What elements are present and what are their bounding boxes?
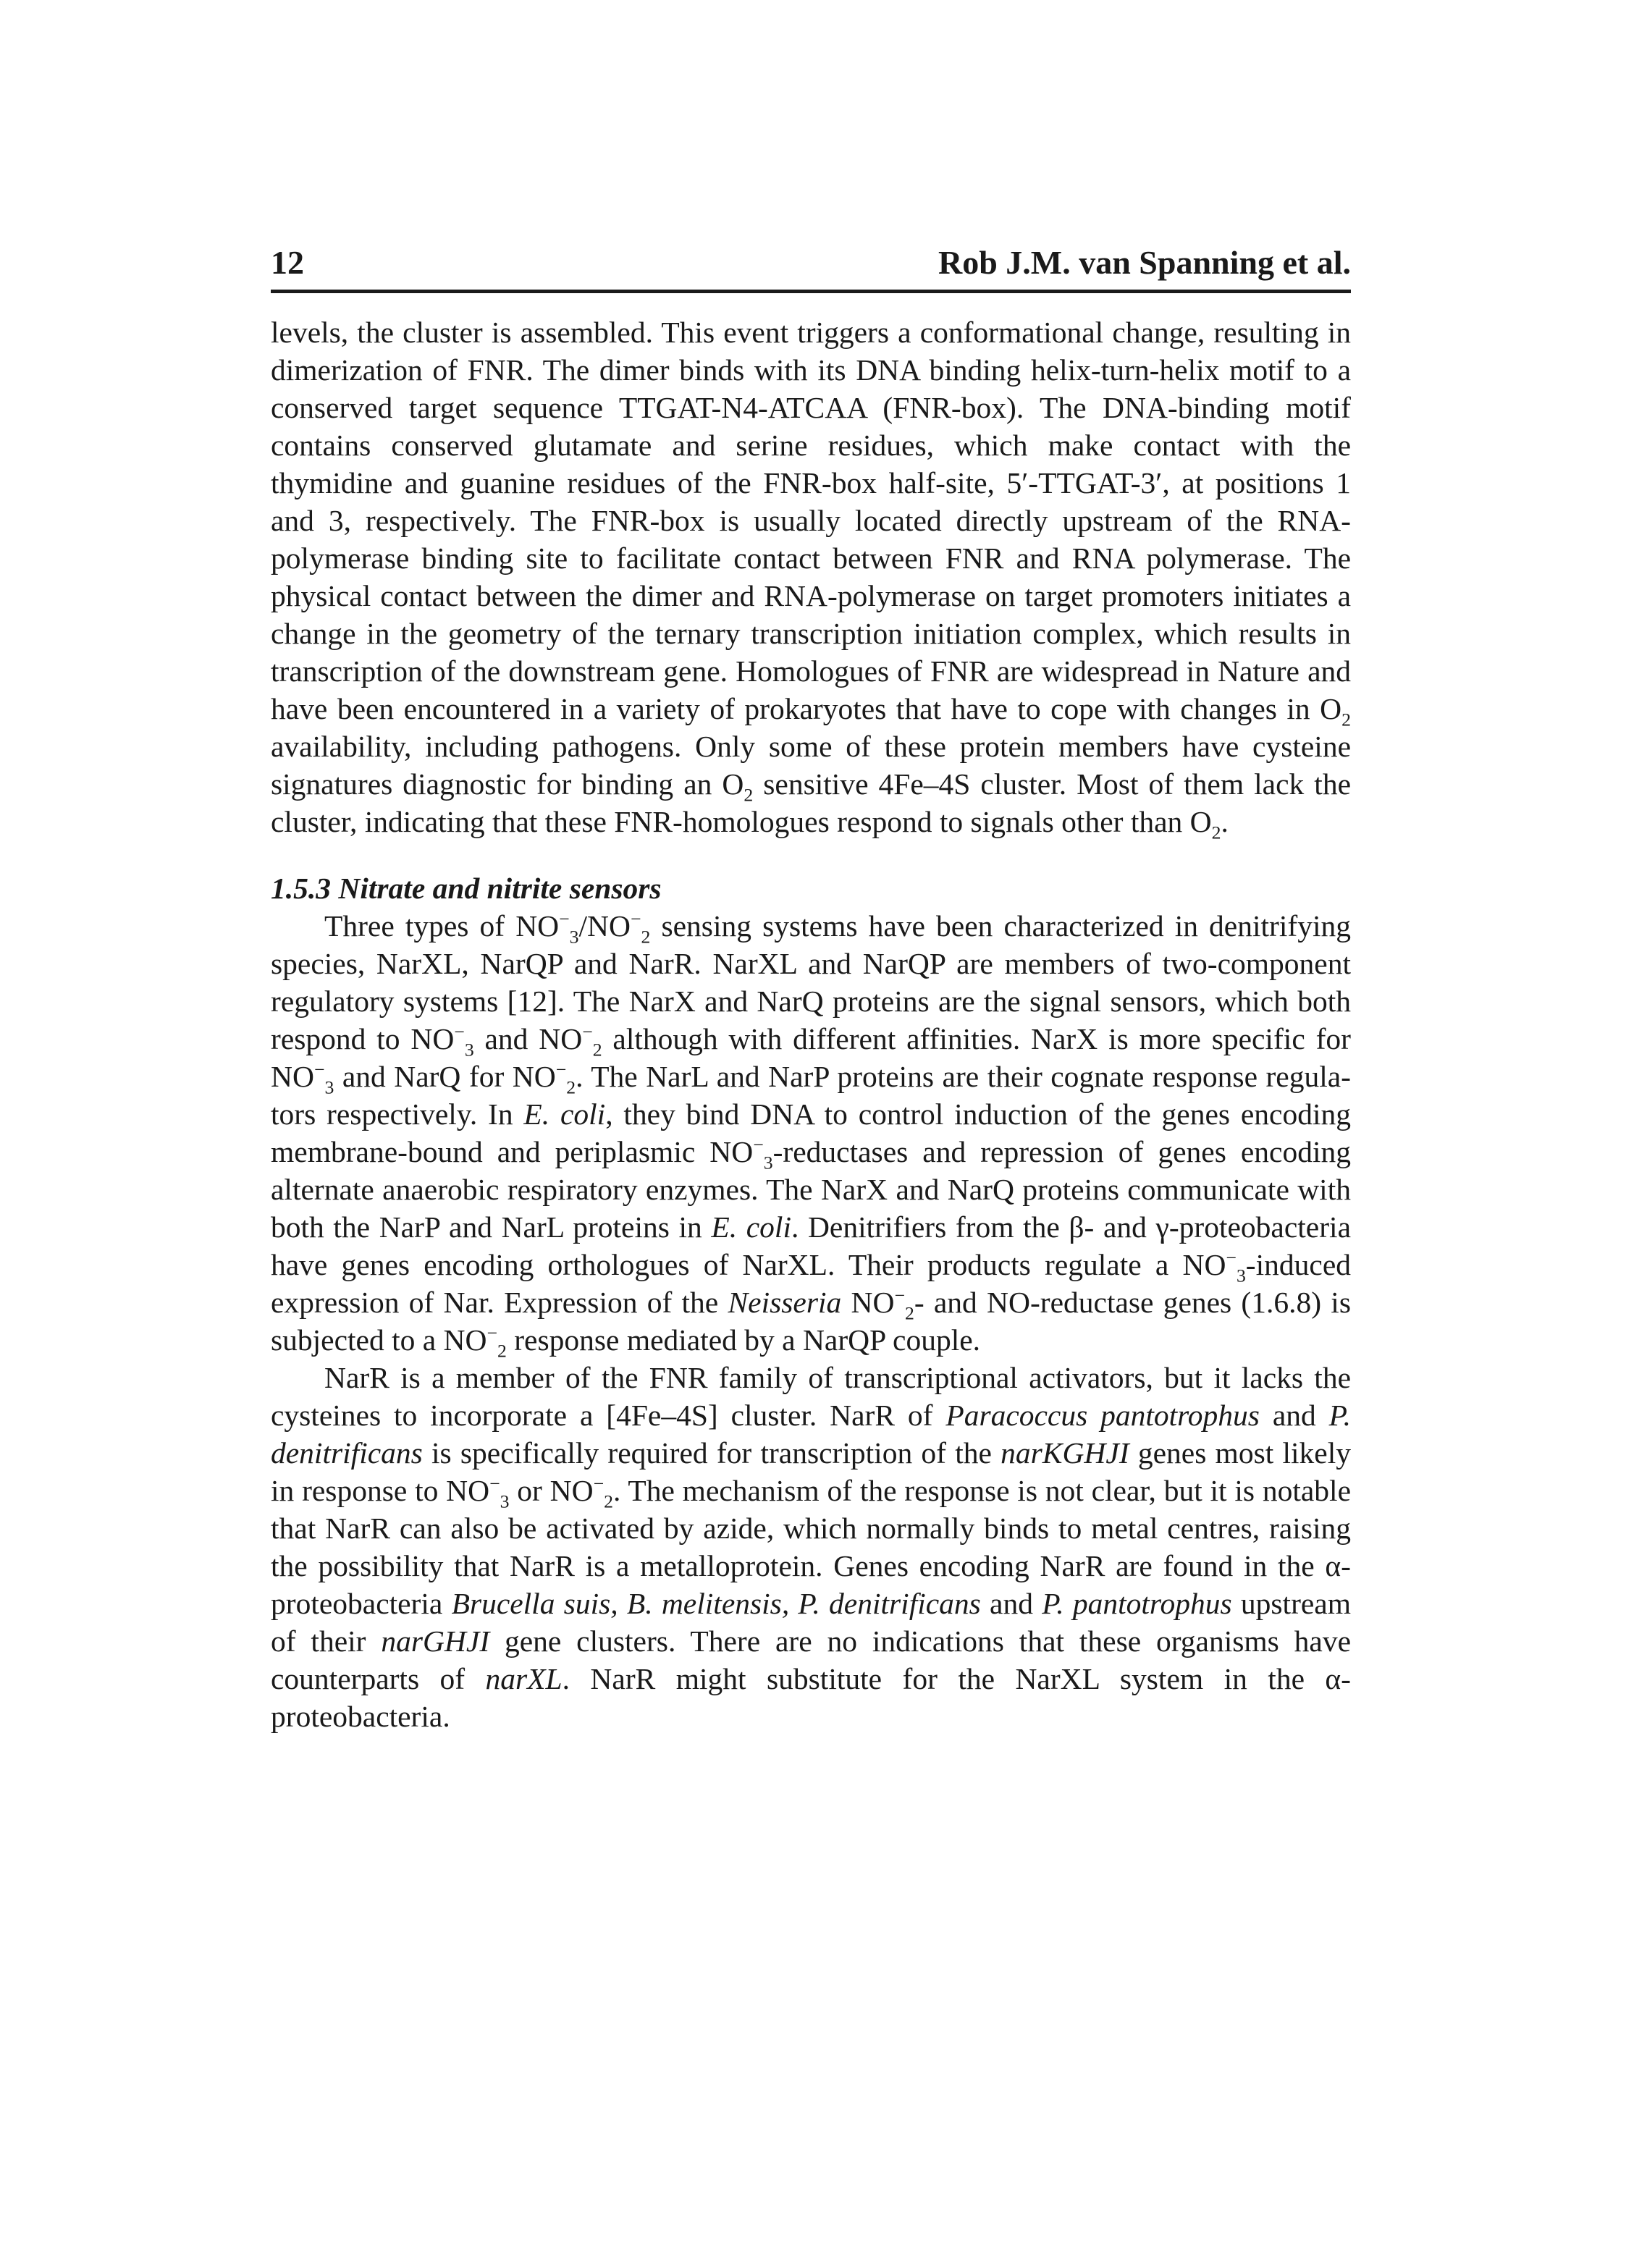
text-run: Three types of NO xyxy=(324,909,560,943)
text-run: is specifically required for transcription of the xyxy=(422,1436,1001,1470)
italic-gene: narKGHJI xyxy=(1001,1436,1129,1470)
text-run: . NarR might substitute for the NarXL system in the α-proteobacteria. xyxy=(271,1662,1351,1733)
text-run: and xyxy=(1259,1399,1329,1432)
text-run: although with different affinities. NarX is more specific for NO xyxy=(271,1022,1351,1093)
subscript: 2 xyxy=(592,1039,602,1061)
text-run: and NarQ for NO xyxy=(334,1060,556,1093)
running-title: Rob J.M. van Spanning et al. xyxy=(938,244,1351,281)
text-run: and xyxy=(980,1587,1042,1620)
text-run: upstream of their xyxy=(271,1587,1352,1658)
superscript: − xyxy=(631,909,641,930)
text-run: gene clusters. There are no indications that these organisms have counterparts of xyxy=(271,1624,1352,1695)
text-run: NO xyxy=(841,1286,895,1319)
page xyxy=(271,246,1351,1735)
superscript: − xyxy=(894,1285,905,1307)
italic-species: P. denitrificans xyxy=(271,1399,1351,1470)
superscript: − xyxy=(593,1473,605,1495)
subscript: 3 xyxy=(500,1491,510,1512)
subscript: 2 xyxy=(1341,709,1351,730)
text-run: NarR is a member of the FNR family of transcriptional activators, but it lacks the cysteines to incorporate a [4Fe–4S] cluster. NarR of xyxy=(271,1361,1351,1432)
superscript: − xyxy=(582,1021,593,1043)
superscript: − xyxy=(559,909,570,930)
subscript: 3 xyxy=(324,1076,334,1098)
subscript: 2 xyxy=(641,926,651,948)
italic-species: Neisseria xyxy=(728,1286,842,1319)
text-run: or NO xyxy=(509,1474,594,1507)
text-run: . xyxy=(1221,805,1229,838)
italic-species: Brucella suis, B. melitensis, P. denitrificans xyxy=(451,1587,981,1620)
subscript: 2 xyxy=(1211,822,1221,843)
paragraph-fnr xyxy=(271,313,1351,843)
paragraph-narr xyxy=(271,1359,1351,1735)
text-run: availability, including pathogens. Only some of these protein members have cysteine signatures diagnostic for binding an O xyxy=(271,730,1351,801)
text-run: . The NarL and NarP proteins are their cognate response regulators respectively. In xyxy=(271,1060,1351,1131)
running-header xyxy=(271,246,1351,293)
subscript: 3 xyxy=(763,1152,773,1173)
italic-species: P. pantotrophus xyxy=(1042,1587,1232,1620)
text-run: - and NO-reductase genes (1.6.8) is subjected to a NO xyxy=(271,1286,1351,1357)
body-text xyxy=(271,313,1351,1735)
text-run: /NO xyxy=(578,909,631,943)
text-run: genes most likely in response to NO xyxy=(271,1436,1351,1507)
italic-gene: narGHJI xyxy=(381,1624,490,1658)
superscript: − xyxy=(489,1473,500,1495)
subscript: 2 xyxy=(904,1302,914,1324)
text-run: sensing systems have been characterized in denitrifying species, NarXL, NarQP and NarR. NarXL and NarQP are members of two-component regulatory systems [12]. The NarX and NarQ proteins are the signal sensors, which both respond to NO xyxy=(271,909,1351,1055)
superscript: − xyxy=(555,1059,567,1081)
text-run: response mediated by a NarQP couple. xyxy=(506,1323,981,1357)
italic-species: Paracoccus pantotrophus xyxy=(945,1399,1260,1432)
superscript: − xyxy=(454,1021,465,1043)
subscript: 3 xyxy=(464,1039,474,1061)
text-run: and NO xyxy=(473,1022,583,1055)
superscript: − xyxy=(753,1134,764,1156)
section-heading: 1.5.3 Nitrate and nitrite sensors xyxy=(271,872,662,905)
text-run: -reductases and repression of genes encoding alternate anaerobic respiratory enzymes. The NarX and NarQ proteins communicate with both the NarP and NarL proteins in xyxy=(271,1135,1352,1244)
paragraph-nitrate-sensors xyxy=(271,907,1352,1362)
text-run: , they bind DNA to control induction of the genes encoding membrane-bound and periplasmic NO xyxy=(271,1097,1351,1168)
italic-species: E. coli xyxy=(711,1210,791,1244)
subscript: 3 xyxy=(569,926,579,948)
page-number: 12 xyxy=(271,244,304,281)
superscript: − xyxy=(1226,1247,1237,1269)
subscript: 2 xyxy=(744,784,754,806)
subscript: 2 xyxy=(604,1491,613,1512)
text-run: . The mechanism of the response is not clear, but it is notable that NarR can also be activated by azide, which normally binds to metal centres, raising the possibility that NarR is a metalloprotein. Genes encoding NarR are found in the α-proteobacteria xyxy=(271,1474,1351,1620)
subscript: 2 xyxy=(497,1340,507,1362)
subscript: 2 xyxy=(566,1076,576,1098)
text-run: levels, the cluster is assembled. This event triggers a conformational change, resulting in dimerization of FNR. The dimer binds with its DNA binding helix-turn-helix motif to a conserved target sequence TTGAT-N4-ATCAA (FNR-box). The DNA-binding motif contains conserved glutamate and serine residues, which make contact with the thymidine and guanine residues of the FNR-box half-site, 5′-TTGAT-3′, at positions 1 and 3, respectively. The FNR-box is usually located directly upstream of the RNA-polymerase binding site to facilitate contact between FNR and RNA polymerase. The physical contact between the dimer and RNA-polymerase on target promoters initiates a change in the geometry of the ternary transcription initiation complex, which results in transcription of the downstream gene. Homologues of FNR are widespread in Nature and have been encountered in a variety of prokaryotes that have to cope with changes in O xyxy=(271,316,1351,725)
italic-gene: narXL xyxy=(485,1662,563,1695)
text-run: . Denitrifiers from the β- and γ-proteobacteria have genes encoding orthologues of NarXL. Their products regulate a NO xyxy=(271,1210,1351,1281)
superscript: − xyxy=(486,1323,497,1344)
text-run: sensitive 4Fe–4S cluster. Most of them lack the cluster, indicating that these FNR-homologues respond to signals other than O xyxy=(271,767,1351,838)
text-run: -induced expression of Nar. Expression of the xyxy=(271,1248,1351,1319)
subscript: 3 xyxy=(1236,1265,1246,1286)
superscript: − xyxy=(313,1059,325,1081)
italic-species: E. coli xyxy=(523,1097,606,1131)
